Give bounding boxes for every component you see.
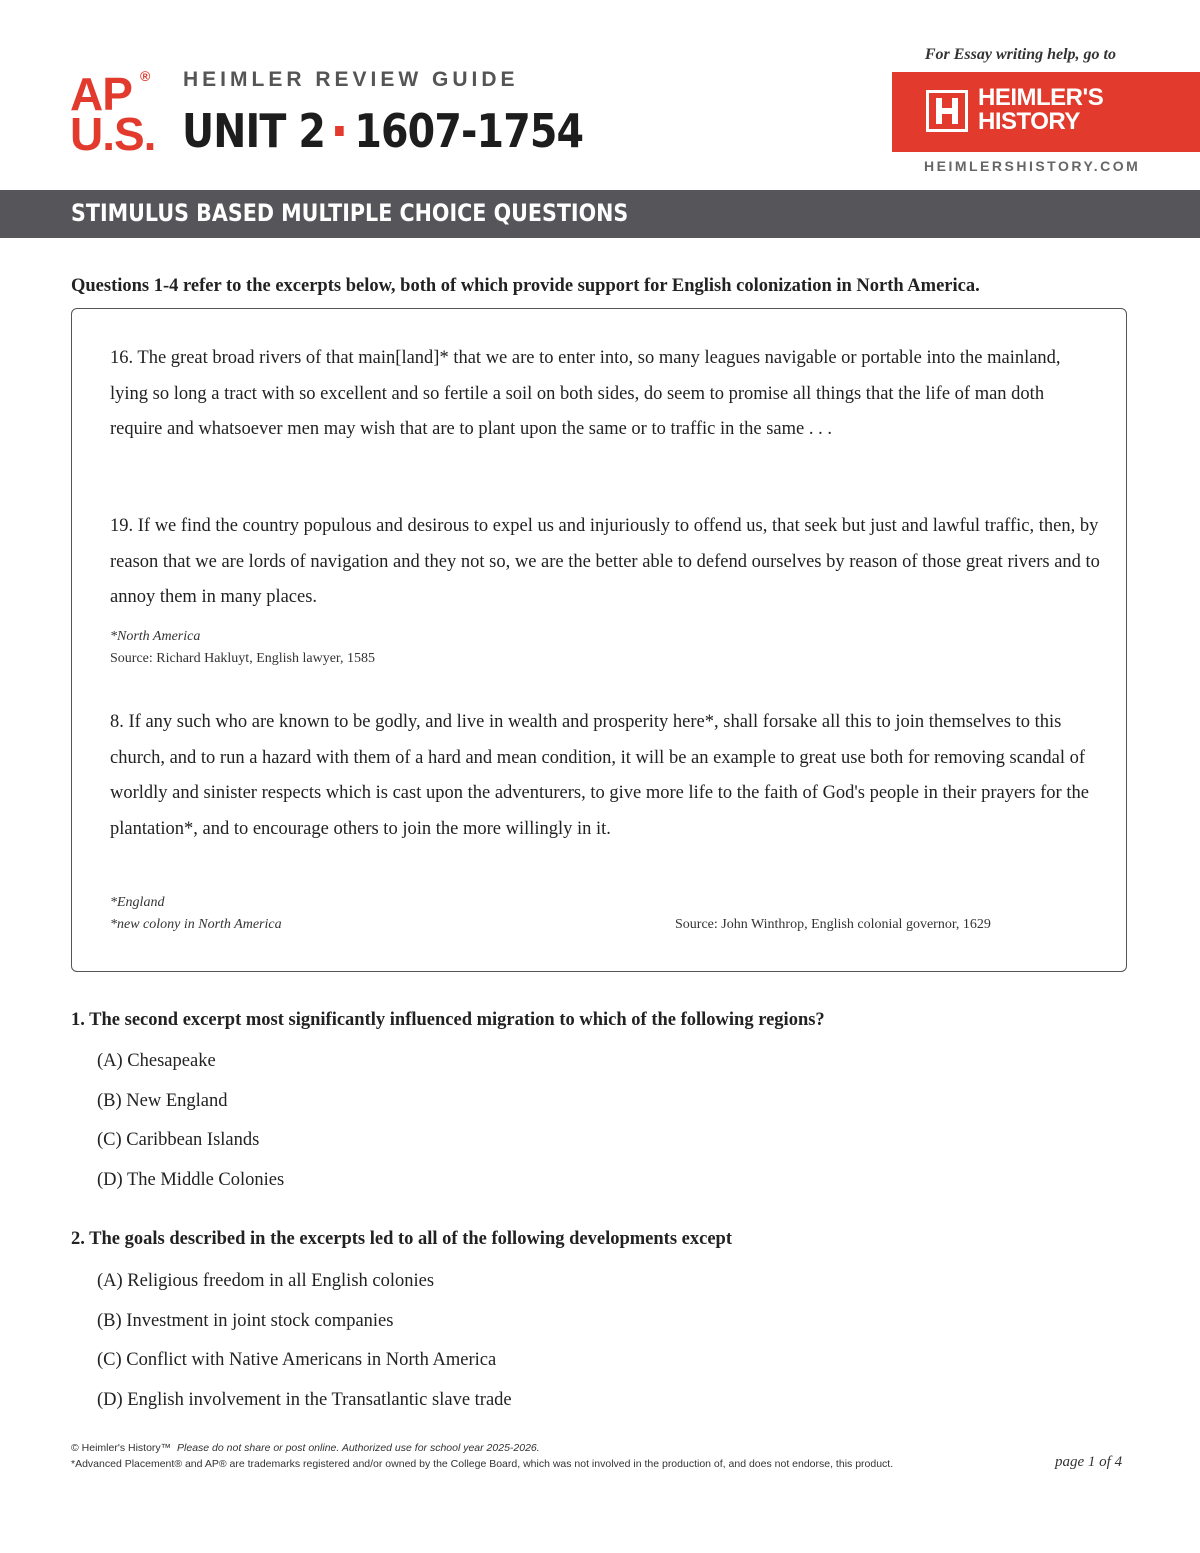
section-header-bar xyxy=(0,190,1200,238)
heimlers-history-logo[interactable] xyxy=(892,72,1200,152)
footnote-new-colony: *new colony in North America xyxy=(110,917,282,932)
source-winthrop: Source: John Winthrop, English colonial governor, 1629 xyxy=(675,917,991,932)
heimler-h-icon xyxy=(926,90,968,132)
unit-title xyxy=(182,104,583,158)
brand-name xyxy=(978,86,1138,134)
q1-option-d[interactable]: (D) The Middle Colonies xyxy=(97,1169,285,1190)
unit-label: UNIT 2 xyxy=(182,104,326,158)
footer-trademark: *Advanced Placement® and AP® are trademarks registered and/or owned by the College Board, which was not involved in the production of, and does not endorse, this product. xyxy=(71,1458,894,1470)
ap-logo-line1: AP xyxy=(70,68,132,120)
q2-option-d[interactable]: (D) English involvement in the Transatlantic slave trade xyxy=(97,1389,512,1410)
q1-option-b[interactable]: (B) New England xyxy=(97,1090,228,1111)
ap-registered-mark: ® xyxy=(140,68,151,84)
question-1: 1. The second excerpt most significantly influenced migration to which of the following regions? xyxy=(71,1010,825,1030)
page-number: page 1 of 4 xyxy=(1055,1454,1123,1470)
brand-name-line1: HEIMLER'S xyxy=(978,84,1104,111)
excerpt-paragraph-16: 16. The great broad rivers of that main[land]* that we are to enter into, so many leagues navigable or portable into the mainland, lying so long a tract with so excellent and so fertile a soil on both sides, do seem to promise all things that the life of man doth require and whatsoever men may wish that are to plant upon the same or to traffic in the same . . . xyxy=(110,348,1061,439)
q2-option-b[interactable]: (B) Investment in joint stock companies xyxy=(97,1310,394,1331)
question-2: 2. The goals described in the excerpts led to all of the following developments except xyxy=(71,1229,732,1249)
q1-option-a[interactable]: (A) Chesapeake xyxy=(97,1051,216,1071)
question-1-options xyxy=(97,1048,284,1206)
q2-option-c[interactable]: (C) Conflict with Native Americans in North America xyxy=(97,1350,497,1370)
footnote-north-america: *North America xyxy=(110,629,201,644)
q1-option-c[interactable]: (C) Caribbean Islands xyxy=(97,1130,260,1150)
questions-intro: Questions 1-4 refer to the excerpts below, both of which provide support for English colonization in North America. xyxy=(71,276,980,296)
source-hakluyt: Source: Richard Hakluyt, English lawyer, 1585 xyxy=(110,651,376,666)
q2-option-a[interactable]: (A) Religious freedom in all English colonies xyxy=(97,1271,435,1291)
footer-copyright: © Heimler's History™ Please do not share or post online. Authorized use for school year 2025-2026. xyxy=(71,1442,540,1454)
excerpt-paragraph-8: 8. If any such who are known to be godly, and live in wealth and prosperity here*, shall forsake all this to join themselves to this church, and to run a hazard with them of a hard and mean condition, it will be an example to great use both for removing scandal of worldly and sinister respects which is cast upon the adventurers, to give more life to the faith of God's people in their prayers for the plantation*, and to encourage others to join the more willingly in it. xyxy=(110,712,1089,839)
brand-name-line2: HISTORY xyxy=(978,108,1080,135)
question-2-options xyxy=(97,1268,512,1426)
excerpt-box xyxy=(71,308,1127,972)
excerpt-paragraph-19: 19. If we find the country populous and desirous to expel us and injuriously to offend us, that seek but just and lawful traffic, then, by reason that we are lords of navigation and they not so, we are the better able to defend ourselves by reason of those great rivers and to annoy them in many places. xyxy=(110,516,1100,607)
essay-help-text: For Essay writing help, go to xyxy=(924,46,1116,63)
ap-logo-line2: U.S. xyxy=(70,108,156,160)
footnote-england: *England xyxy=(110,895,165,910)
guide-subtitle: HEIMLER REVIEW GUIDE xyxy=(183,68,519,91)
unit-years: 1607-1754 xyxy=(354,104,584,158)
section-title: STIMULUS BASED MULTIPLE CHOICE QUESTIONS xyxy=(71,199,629,227)
title-separator-square xyxy=(335,126,344,136)
ap-us-logo xyxy=(70,68,170,160)
brand-url-link[interactable]: HEIMLERSHISTORY.COM xyxy=(924,158,1141,174)
